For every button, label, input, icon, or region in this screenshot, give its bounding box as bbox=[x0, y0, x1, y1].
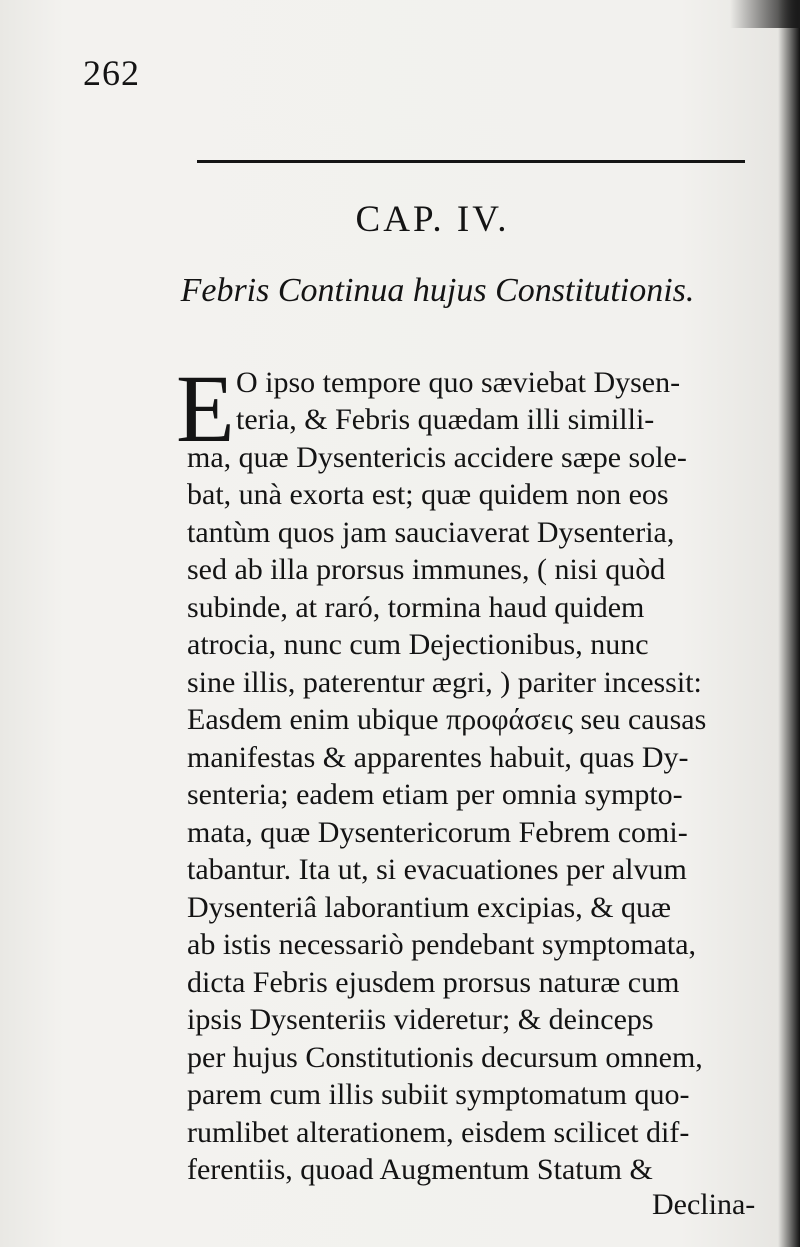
text-line: subinde, at raró, tormina haud quidem bbox=[187, 591, 645, 624]
text-line: atrocia, nunc cum Dejectionibus, nunc bbox=[187, 628, 649, 661]
catchword: Declina- bbox=[652, 1188, 756, 1221]
text-line: ferentiis, quoad Augmentum Statum & bbox=[187, 1153, 653, 1186]
text-line: O ipso tempore quo sæviebat Dysen- bbox=[236, 366, 681, 399]
text-line: Easdem enim ubique προφάσεις seu causas bbox=[187, 703, 707, 736]
text-line: mata, quæ Dysentericorum Febrem comi- bbox=[187, 816, 688, 849]
text-line: ipsis Dysenteriis videretur; & deinceps bbox=[187, 1003, 654, 1036]
text-line: senteria; eadem etiam per omnia sympto- bbox=[187, 778, 683, 811]
text-line: parem cum illis subiit symptomatum quo- bbox=[187, 1078, 690, 1111]
text-line: rumlibet alterationem, eisdem scilicet dif- bbox=[187, 1116, 690, 1149]
chapter-heading: CAP. IV. bbox=[355, 199, 510, 240]
page-corner-shadow bbox=[730, 0, 800, 28]
page-gutter-shadow bbox=[778, 0, 800, 1247]
drop-cap: E bbox=[176, 355, 235, 462]
header-rule bbox=[197, 160, 745, 163]
text-line: sed ab illa prorsus immunes, ( nisi quòd bbox=[187, 553, 666, 586]
text-line: sine illis, paterentur ægri, ) pariter incessit: bbox=[187, 666, 702, 699]
page-number: 262 bbox=[83, 53, 140, 93]
text-line: teria, & Febris quædam illi similli- bbox=[236, 403, 655, 436]
text-line: Dysenteriâ laborantium excipias, & quæ bbox=[187, 891, 672, 924]
text-line: ab istis necessariò pendebant symptomata, bbox=[187, 928, 697, 961]
text-line: bat, unà exorta est; quæ quidem non eos bbox=[187, 478, 669, 511]
text-line: tantùm quos jam sauciaverat Dysenteria, bbox=[187, 516, 675, 549]
chapter-subtitle: Febris Continua hujus Constitutionis. bbox=[180, 272, 695, 309]
text-line: manifestas & apparentes habuit, quas Dy- bbox=[187, 741, 689, 774]
text-line: tabantur. Ita ut, si evacuationes per alvum bbox=[187, 853, 687, 886]
text-line: ma, quæ Dysentericis accidere sæpe sole- bbox=[187, 441, 687, 474]
text-line: per hujus Constitutionis decursum omnem, bbox=[187, 1041, 703, 1074]
text-line: dicta Febris ejusdem prorsus naturæ cum bbox=[187, 966, 680, 999]
